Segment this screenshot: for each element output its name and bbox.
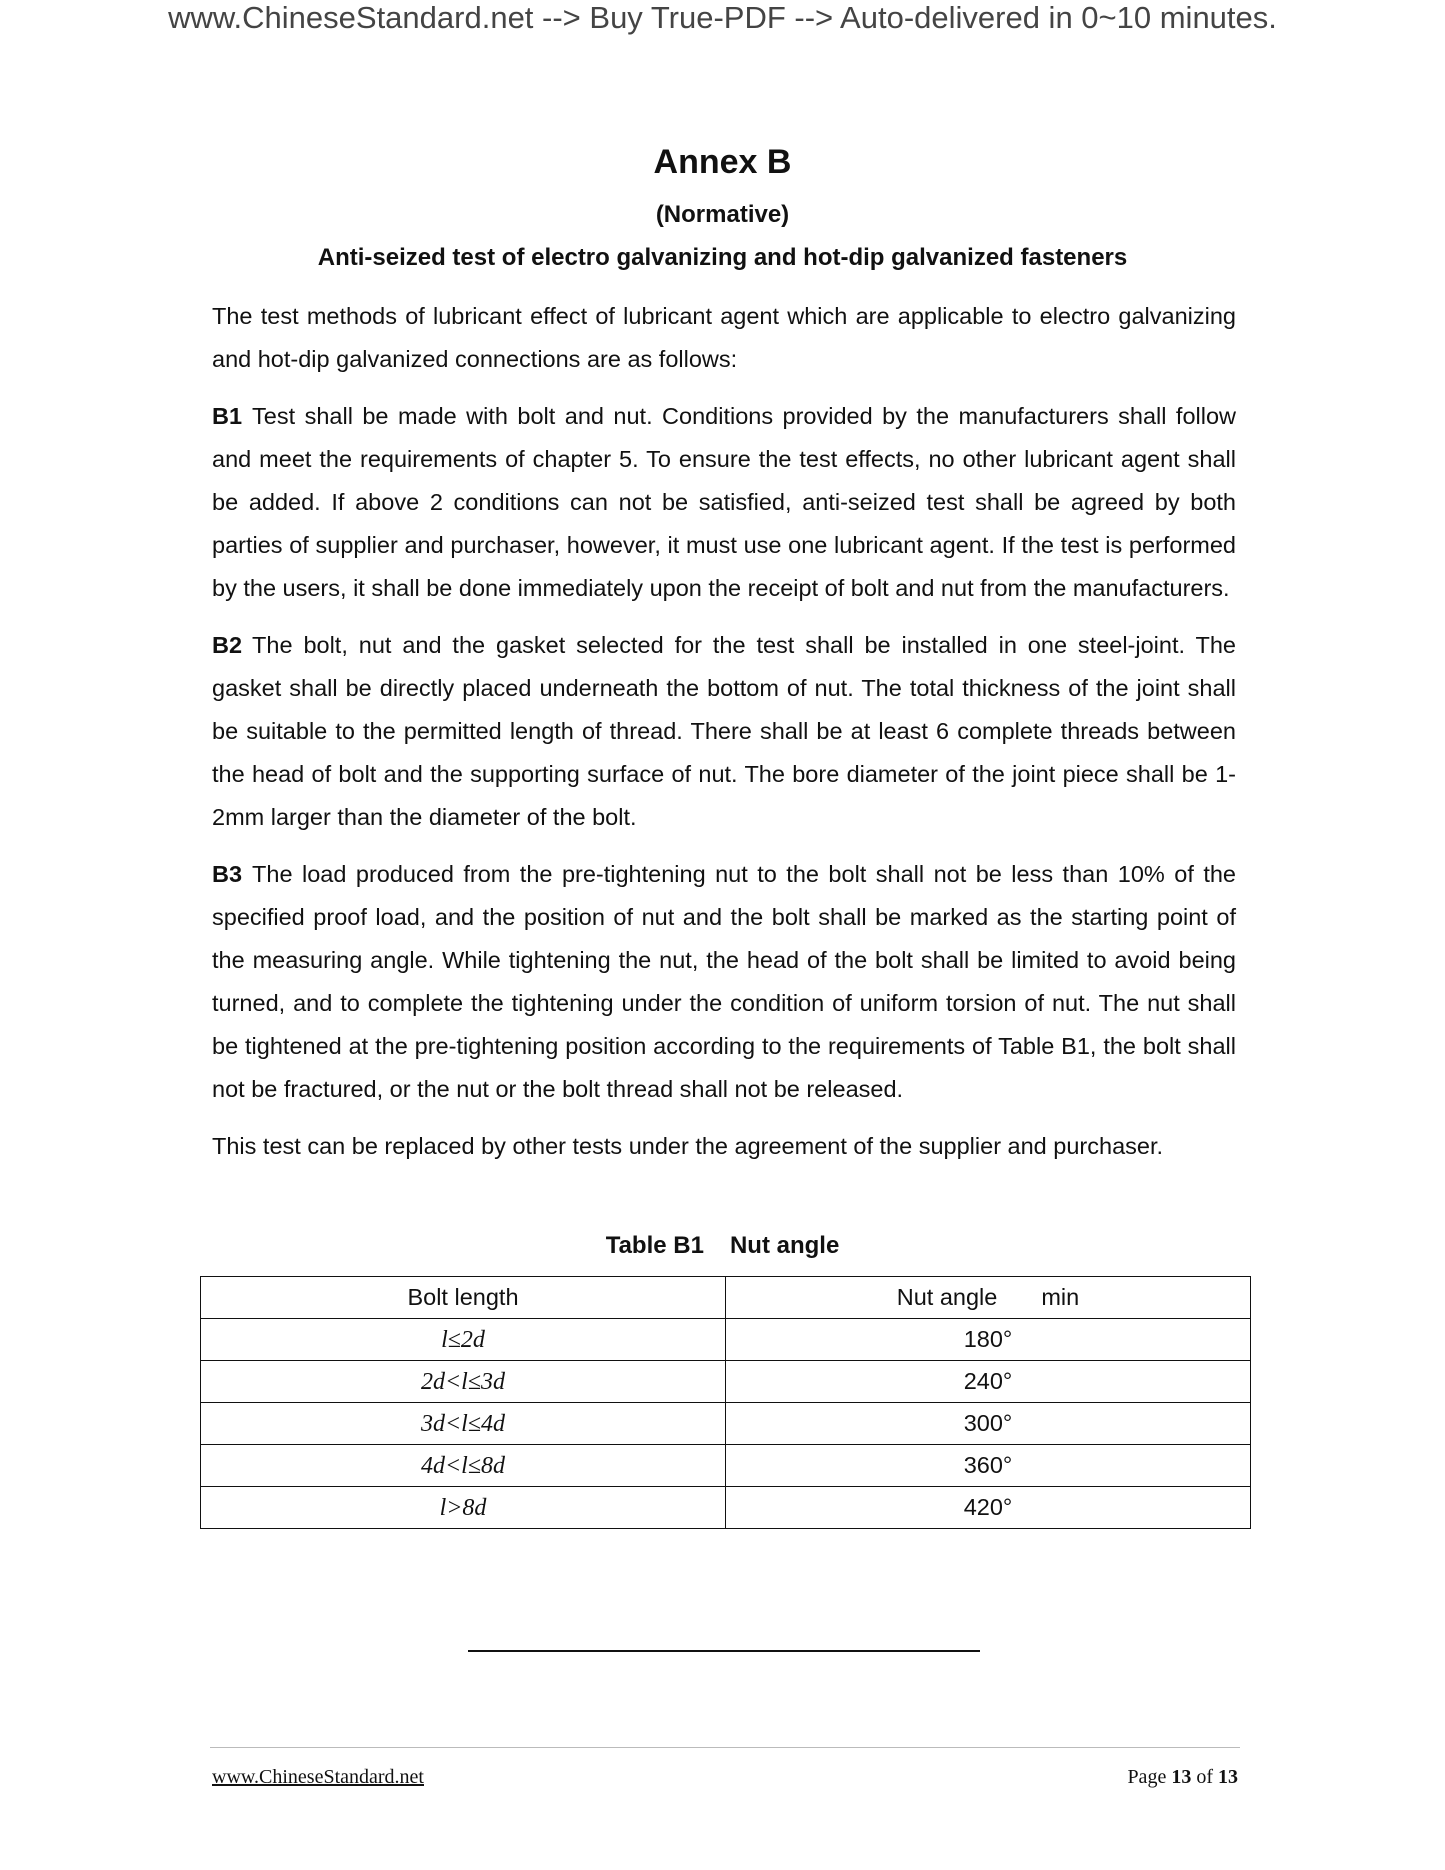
footer-site-link[interactable]: www.ChineseStandard.net <box>212 1766 424 1788</box>
promo-banner: www.ChineseStandard.net --> Buy True-PDF --> Auto-delivered in 0~10 minutes. <box>168 0 1277 35</box>
header-bolt-length: Bolt length <box>201 1277 726 1319</box>
clause-text: Test shall be made with bolt and nut. Conditions provided by the manufacturers shall follow and meet the requirements of chapter 5. To ensure the test effects, no other lubricant agent shall be added. If above 2 conditions can not be satisfied, anti-seized test shall be agreed by both parties of supplier and purchaser, however, it must use one lubricant agent. If the test is performed by the users, it shall be done immediately upon the receipt of bolt and nut from the manufacturers. <box>212 403 1236 601</box>
nut-angle-cell: 300° <box>726 1403 1251 1445</box>
nut-angle-cell: 180° <box>726 1319 1251 1361</box>
annex-title: Annex B <box>653 143 792 181</box>
bolt-length-cell: 2d<l≤3d <box>420 1368 506 1395</box>
clause-text: The load produced from the pre-tightening nut to the bolt shall not be less than 10% of the specified proof load, and the position of nut and the bolt shall be marked as the starting point of the measuring angle. While tightening the nut, the head of the bolt shall be limited to avoid being turned, and to complete the tightening under the condition of uniform torsion of nut. The nut shall be tightened at the pre-tightening position according to the requirements of Table B1, the bolt shall not be fractured, or the nut or the bolt thread shall not be released. <box>212 861 1236 1102</box>
bolt-length-cell: l≤2d <box>441 1326 485 1353</box>
table-header-row <box>201 1277 1251 1319</box>
clause-number: B2 <box>212 632 243 658</box>
table-row <box>201 1361 1251 1403</box>
bolt-length-cell: 4d<l≤8d <box>420 1452 506 1479</box>
clause-number: B1 <box>212 403 243 429</box>
table-row <box>201 1403 1251 1445</box>
intro-paragraph: The test methods of lubricant effect of lubricant agent which are applicable to electro galvanizing and hot-dip galvanized connections are as follows: <box>212 303 1236 372</box>
nut-angle-cell: 360° <box>726 1445 1251 1487</box>
annex-heading: Anti-seized test of electro galvanizing and hot-dip galvanized fasteners <box>317 244 1128 271</box>
clause-text: The bolt, nut and the gasket selected for the test shall be installed in one steel-joint. The gasket shall be directly placed underneath the bottom of nut. The total thickness of the joint shall be suitable to the permitted length of thread. There shall be at least 6 complete threads between the head of bolt and the supporting surface of nut. The bore diameter of the joint piece shall be 1-2mm larger than the diameter of the bolt. <box>212 632 1236 830</box>
body-text <box>212 295 1236 1182</box>
table-title: Nut angle <box>729 1232 840 1259</box>
bolt-length-cell: l>8d <box>439 1494 487 1521</box>
page-number: Page 13 of 13 <box>1127 1766 1238 1788</box>
nut-angle-cell: 420° <box>726 1487 1251 1529</box>
end-of-document-rule <box>468 1650 980 1652</box>
header-nut-angle-label: Nut angle <box>896 1284 998 1310</box>
table-number: Table B1 <box>605 1232 704 1259</box>
nut-angle-cell: 240° <box>726 1361 1251 1403</box>
clause-number: B3 <box>212 861 243 887</box>
clause-b1 <box>212 395 1236 610</box>
table-caption <box>0 1230 1445 1262</box>
table-row <box>201 1319 1251 1361</box>
page-total: 13 <box>1218 1766 1238 1788</box>
nut-angle-table <box>200 1276 1251 1529</box>
header-unit: min <box>1041 1284 1080 1310</box>
table-row <box>201 1445 1251 1487</box>
page-current: 13 <box>1171 1766 1192 1788</box>
closing-paragraph: This test can be replaced by other tests under the agreement of the supplier and purchaser. <box>212 1133 1164 1159</box>
clause-b2 <box>212 624 1236 839</box>
bolt-length-cell: 3d<l≤4d <box>420 1410 506 1437</box>
clause-b3 <box>212 853 1236 1111</box>
footer-divider <box>210 1747 1240 1748</box>
table-row <box>201 1487 1251 1529</box>
header-nut-angle <box>726 1277 1251 1319</box>
annex-subtitle: (Normative) <box>655 201 790 228</box>
